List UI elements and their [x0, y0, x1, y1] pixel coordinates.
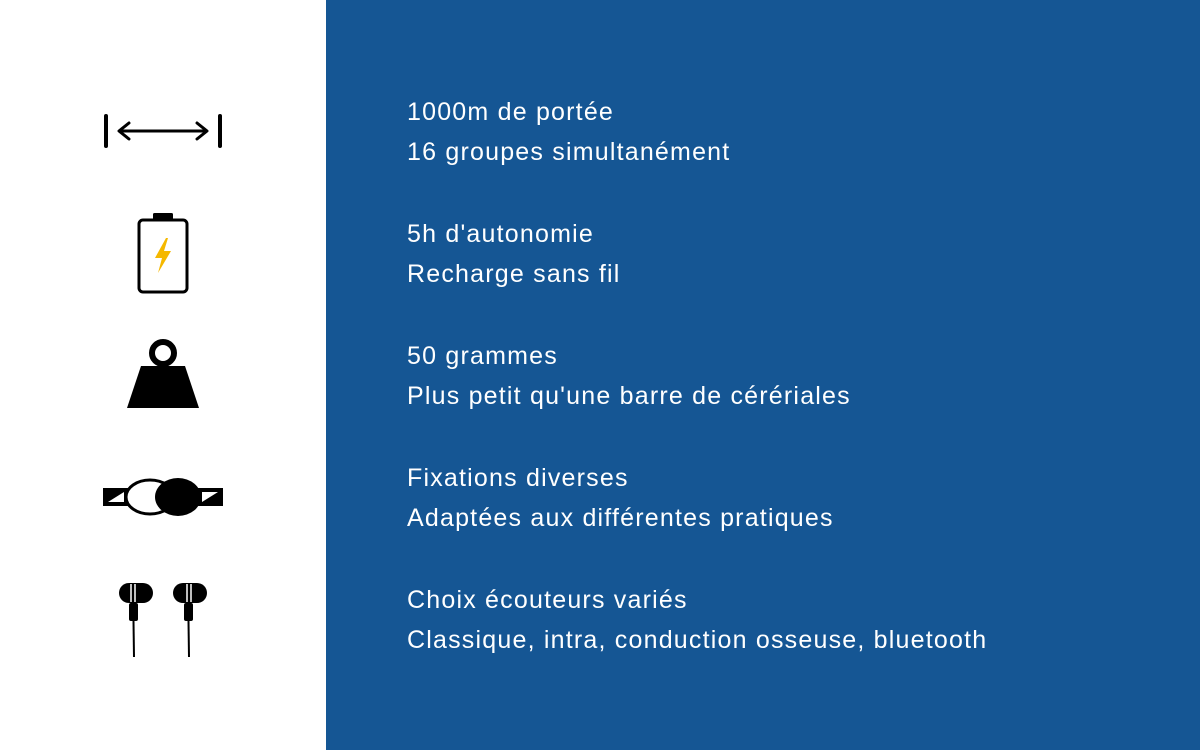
- feature-title: Choix écouteurs variés: [407, 586, 688, 614]
- feature-title: 1000m de portée: [407, 98, 615, 126]
- range-icon-slot: [0, 81, 326, 181]
- feature-earphones: [407, 580, 1187, 660]
- feature-subtitle: 16 groupes simultanément: [407, 138, 731, 166]
- feature-title: Fixations diverses: [407, 464, 629, 492]
- battery-icon-slot: [0, 203, 326, 303]
- feature-subtitle: Plus petit qu'une barre de cérériales: [407, 382, 851, 410]
- feature-mounts: [407, 458, 1187, 538]
- feature-range: [407, 92, 1187, 172]
- weight-icon-slot: [0, 324, 326, 424]
- feature-subtitle: Adaptées aux différentes pratiques: [407, 504, 834, 532]
- feature-weight: [407, 336, 1187, 416]
- mount-strap-icon: [102, 475, 224, 519]
- feature-subtitle: Classique, intra, conduction osseuse, bluetooth: [407, 626, 988, 654]
- earphones-icon: [117, 579, 209, 659]
- mount-icon-slot: [0, 447, 326, 547]
- earphones-icon-slot: [0, 569, 326, 669]
- range-arrow-icon: [103, 111, 223, 151]
- weight-icon: [125, 338, 201, 410]
- feature-title: 50 grammes: [407, 342, 558, 370]
- features-panel: [326, 0, 1200, 750]
- feature-title: 5h d'autonomie: [407, 220, 594, 248]
- icon-column: [0, 0, 326, 750]
- battery-charging-icon: [135, 211, 191, 295]
- feature-subtitle: Recharge sans fil: [407, 260, 621, 288]
- feature-battery: [407, 214, 1187, 294]
